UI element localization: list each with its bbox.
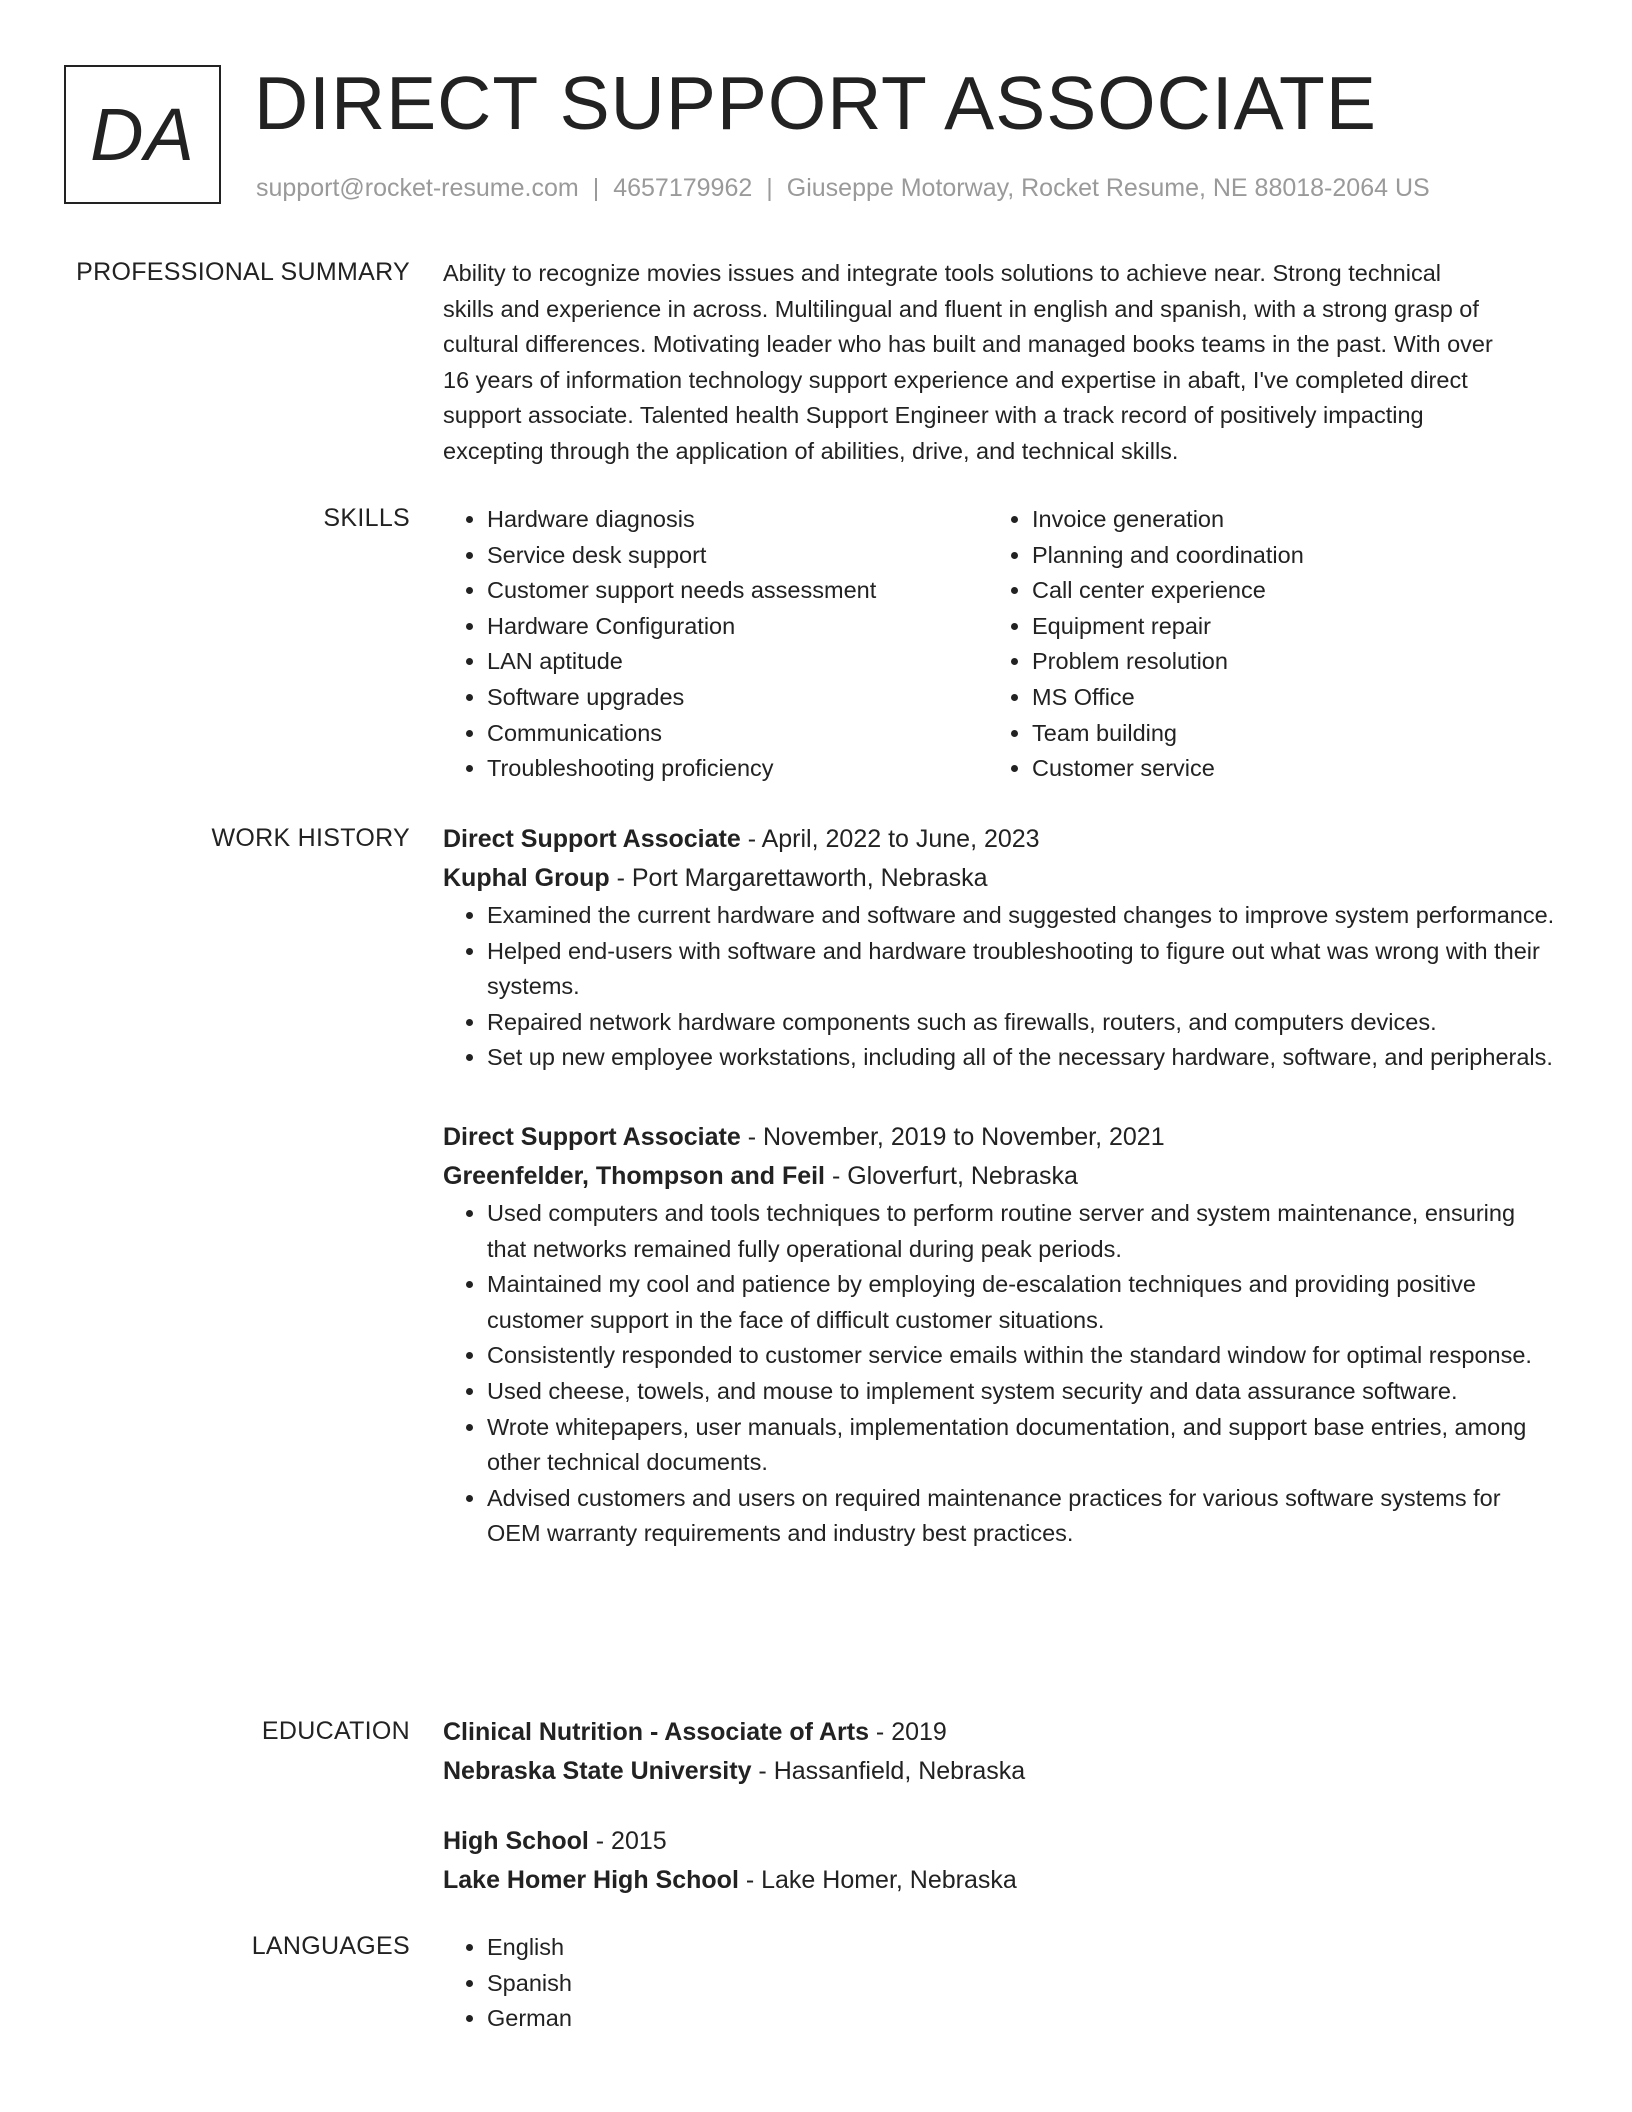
education-spacer (443, 1791, 1558, 1822)
work-history-body (443, 820, 1558, 1552)
job-duty: • Consistently responded to customer service emails within the standard window for optimal response. (487, 1338, 1558, 1374)
summary-line: Ability to recognize movies issues and integrate tools solutions to achieve near. Strong technical (443, 260, 1442, 286)
education-school-line (443, 1752, 1558, 1791)
section-label-skills: SKILLS (323, 504, 410, 532)
job-duty: • Helped end-users with software and hardware troubleshooting to figure out what was wrong with their systems. (487, 934, 1558, 1005)
education-school-line (443, 1861, 1558, 1900)
skill-item: • Equipment repair (1032, 609, 1533, 645)
skill-item: • Call center experience (1032, 573, 1533, 609)
summary-line: cultural differences. Motivating leader who has built and managed books teams in the past. With over (443, 331, 1493, 358)
job-duty: • Wrote whitepapers, user manuals, implementation documentation, and support base entries, among other technical documents. (487, 1410, 1558, 1481)
monogram-box (64, 65, 221, 204)
skills-columns (443, 502, 1558, 787)
languages-list (443, 1930, 1558, 2037)
job-location: - Port Margarettaworth, Nebraska (609, 864, 988, 892)
job-duty: • Set up new employee workstations, including all of the necessary hardware, software, and peripherals. (487, 1040, 1558, 1076)
skill-item: • Customer support needs assessment (487, 573, 988, 609)
job-company-line (443, 859, 1558, 898)
skill-item: • Team building (1032, 716, 1533, 752)
summary-text (443, 256, 1558, 470)
education-year: - 2015 (588, 1827, 667, 1855)
job-duty: • Used cheese, towels, and mouse to implement system security and data assurance software. (487, 1374, 1558, 1410)
skill-item: • Service desk support (487, 538, 988, 574)
skill-item: • Planning and coordination (1032, 538, 1533, 574)
job-title: Direct Support Associate (443, 825, 741, 853)
education-location: - Lake Homer, Nebraska (738, 1866, 1017, 1894)
education-year: - 2019 (868, 1718, 947, 1746)
job-spacer (443, 1076, 1558, 1118)
monogram-initials: DA (90, 93, 195, 176)
skill-item: • Software upgrades (487, 680, 988, 716)
contact-separator: | (766, 174, 773, 202)
job-duties-list (443, 1196, 1558, 1552)
job-entry (443, 820, 1558, 1076)
education-entry (443, 1822, 1558, 1900)
contact-email[interactable]: support@rocket-resume.com (256, 174, 579, 202)
skills-column-left (443, 502, 988, 787)
education-school: Nebraska State University (443, 1757, 752, 1785)
education-body (443, 1713, 1558, 1900)
languages-body (443, 1930, 1558, 2037)
job-company: Kuphal Group (443, 864, 610, 892)
skill-item: • MS Office (1032, 680, 1533, 716)
job-title-line (443, 820, 1558, 859)
skills-list-right (988, 502, 1533, 787)
contact-phone[interactable]: 4657179962 (613, 174, 753, 202)
education-entry (443, 1713, 1558, 1791)
job-title: Direct Support Associate (443, 1122, 741, 1151)
job-duty: • Advised customers and users on required maintenance practices for various software systems for OEM warranty requirements and industry best practices. (487, 1481, 1558, 1552)
summary-line: support associate. Talented health Support Engineer with a track record of positively impacting (443, 402, 1424, 429)
language-item: • English (487, 1930, 1558, 1966)
education-degree: Clinical Nutrition - Associate of Arts (443, 1718, 869, 1746)
section-label-summary: PROFESSIONAL SUMMARY (76, 258, 410, 286)
job-duty: • Maintained my cool and patience by employing de-escalation techniques and providing positive customer support in the face of difficult customer situations. (487, 1267, 1558, 1338)
candidate-name: DIRECT SUPPORT ASSOCIATE (254, 61, 1377, 145)
education-degree-line (443, 1713, 1558, 1752)
job-entry (443, 1118, 1558, 1552)
skill-item: • Invoice generation (1032, 502, 1533, 538)
summary-line: skills and experience in across. Multilingual and fluent in english and spanish, with a strong grasp of (443, 295, 1479, 322)
job-duty: • Repaired network hardware components such as firewalls, routers, and computers devices. (487, 1005, 1558, 1041)
job-company-line (443, 1157, 1558, 1196)
education-location: - Hassanfield, Nebraska (751, 1757, 1026, 1785)
education-school: Lake Homer High School (443, 1866, 739, 1894)
job-location: - Gloverfurt, Nebraska (825, 1161, 1078, 1190)
contact-line (256, 174, 1430, 203)
skills-column-right (988, 502, 1533, 787)
language-item: • German (487, 2001, 1558, 2037)
language-item: • Spanish (487, 1966, 1558, 2002)
contact-address: Giuseppe Motorway, Rocket Resume, NE 88018-2064 US (786, 174, 1430, 202)
summary-line: excepting through the application of abilities, drive, and technical skills. (443, 437, 1179, 464)
skill-item: • Customer service (1032, 751, 1533, 787)
job-dates: - April, 2022 to June, 2023 (740, 825, 1040, 853)
skill-item: • Problem resolution (1032, 644, 1533, 680)
skills-list-left (443, 502, 988, 787)
job-duties-list (443, 898, 1558, 1076)
summary-line: 16 years of information technology support experience and expertise in abaft, I've completed direct (443, 366, 1468, 393)
section-label-education: EDUCATION (261, 1717, 410, 1745)
skill-item: • Communications (487, 716, 988, 752)
section-label-languages: LANGUAGES (251, 1932, 410, 1960)
skill-item: • Hardware Configuration (487, 609, 988, 645)
section-label-work: WORK HISTORY (211, 824, 410, 852)
education-degree: High School (443, 1827, 589, 1855)
contact-separator: | (592, 174, 600, 202)
job-title-line (443, 1118, 1558, 1157)
job-dates: - November, 2019 to November, 2021 (740, 1122, 1165, 1151)
job-duty: • Examined the current hardware and software and suggested changes to improve system performance. (487, 898, 1558, 934)
skill-item: • LAN aptitude (487, 644, 988, 680)
job-duty: • Used computers and tools techniques to perform routine server and system maintenance, ensuring that networks remained fully operational during peak periods. (487, 1196, 1558, 1267)
education-degree-line (443, 1822, 1558, 1861)
skill-item: • Hardware diagnosis (487, 502, 988, 538)
job-company: Greenfelder, Thompson and Feil (443, 1161, 826, 1190)
skill-item: • Troubleshooting proficiency (487, 751, 988, 787)
